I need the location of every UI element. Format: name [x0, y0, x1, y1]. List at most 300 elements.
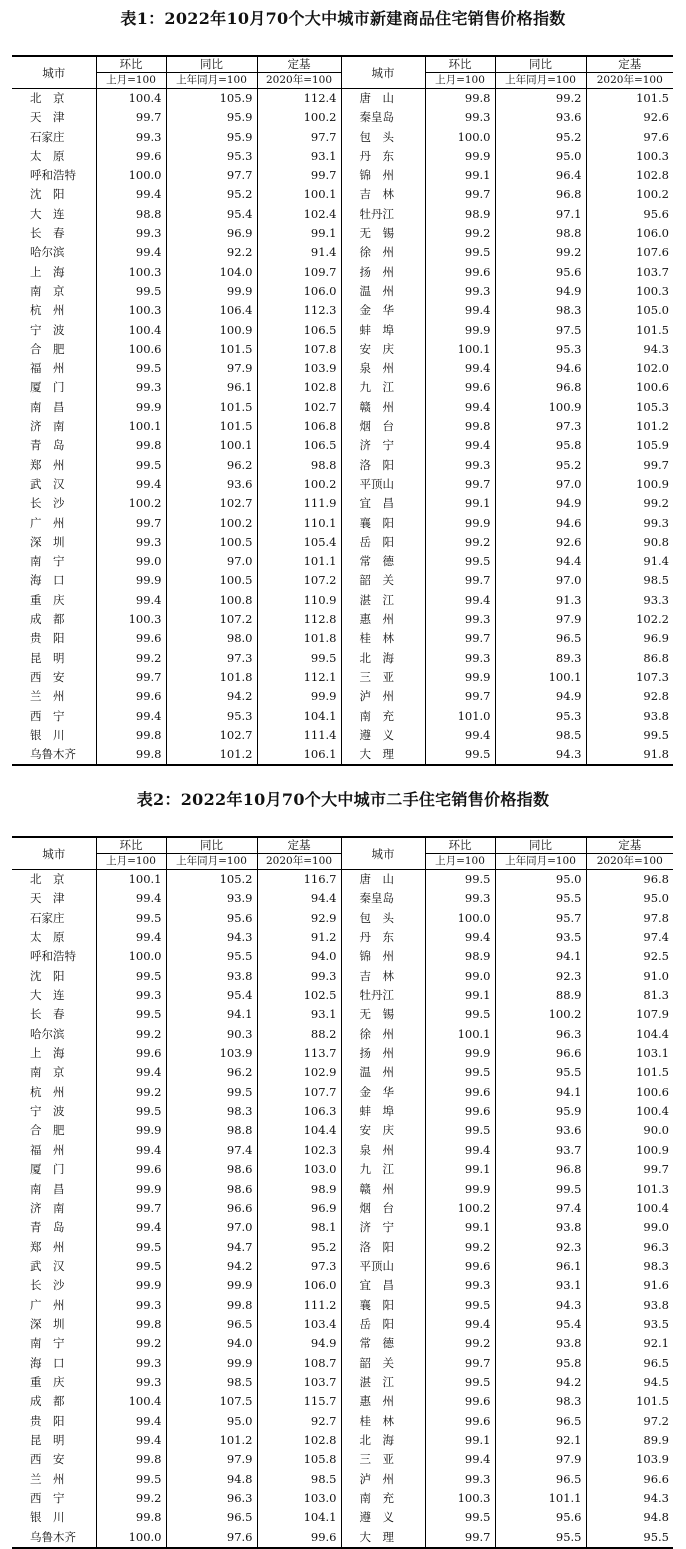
fixed-right-cell: 103.9: [586, 1450, 673, 1469]
yoy-left-cell: 96.2: [166, 1063, 257, 1082]
city-left-cell: 杭 州: [30, 303, 65, 318]
table-row: [12, 1083, 673, 1102]
mom-right-cell: 99.9: [425, 1180, 495, 1199]
header-fixed: 定基: [586, 56, 673, 73]
mom-right-cell: 99.9: [425, 321, 495, 340]
city-left-cell: 大 连: [30, 988, 65, 1003]
city-left-cell: 兰 州: [30, 1471, 65, 1486]
mom-right-cell: 99.1: [425, 1431, 495, 1450]
mom-left-cell: 99.8: [96, 1450, 166, 1469]
city-right-cell: 包 头: [341, 909, 425, 928]
city-left-cell: 合 肥: [30, 341, 65, 356]
city-right-cell: 丹 东: [341, 928, 425, 947]
city-right-cell: 大 理: [341, 745, 425, 765]
city-left-cell: 长 沙: [30, 496, 65, 511]
yoy-right-cell: 92.1: [495, 1431, 586, 1450]
city-right-cell: 泸 州: [341, 1470, 425, 1489]
mom-left-cell: 99.5: [96, 1102, 166, 1121]
mom-left-cell: 99.5: [96, 1005, 166, 1024]
yoy-left-cell: 100.2: [166, 514, 257, 533]
city-left-cell: 天 津: [30, 891, 65, 906]
header-mom-base: 上月=100: [96, 854, 166, 870]
fixed-right-cell: 100.3: [586, 282, 673, 301]
fixed-right-cell: 91.8: [586, 745, 673, 765]
fixed-right-cell: 95.5: [586, 1528, 673, 1548]
mom-right-cell: 100.2: [425, 1199, 495, 1218]
mom-left-cell: 99.9: [96, 1180, 166, 1199]
yoy-right-cell: 96.5: [495, 1412, 586, 1431]
city-left-cell: 长 沙: [30, 1278, 65, 1293]
city-left-cell: 重 庆: [30, 1374, 65, 1389]
mom-left-cell: 99.4: [96, 185, 166, 204]
fixed-left-cell: 91.4: [257, 243, 341, 262]
yoy-left-cell: 107.2: [166, 610, 257, 629]
mom-right-cell: 99.1: [425, 494, 495, 513]
mom-left-cell: 99.4: [96, 591, 166, 610]
yoy-right-cell: 92.3: [495, 967, 586, 986]
mom-left-cell: 99.4: [96, 707, 166, 726]
table-row: [12, 1489, 673, 1508]
mom-right-cell: 100.0: [425, 909, 495, 928]
fixed-right-cell: 104.4: [586, 1025, 673, 1044]
yoy-right-cell: 92.3: [495, 1238, 586, 1257]
fixed-left-cell: 107.2: [257, 571, 341, 590]
city-left-cell: 南 昌: [30, 1181, 65, 1196]
table-row: [12, 986, 673, 1005]
fixed-left-cell: 108.7: [257, 1354, 341, 1373]
fixed-left-cell: 106.5: [257, 436, 341, 455]
yoy-right-cell: 95.7: [495, 909, 586, 928]
fixed-left-cell: 112.8: [257, 610, 341, 629]
yoy-left-cell: 101.8: [166, 668, 257, 687]
mom-left-cell: 99.4: [96, 1431, 166, 1450]
city-right-cell: 扬 州: [341, 263, 425, 282]
table-row: [12, 889, 673, 908]
header-fixed: 定基: [257, 56, 341, 73]
city-right-cell: 金 华: [341, 301, 425, 320]
table-row: [12, 166, 673, 185]
fixed-right-cell: 100.3: [586, 147, 673, 166]
fixed-left-cell: 94.0: [257, 947, 341, 966]
mom-left-cell: 99.4: [96, 1063, 166, 1082]
mom-left-cell: 99.2: [96, 1083, 166, 1102]
yoy-left-cell: 107.5: [166, 1392, 257, 1411]
city-right-cell: 惠 州: [341, 1392, 425, 1411]
fixed-left-cell: 94.9: [257, 1334, 341, 1353]
mom-left-cell: 99.5: [96, 456, 166, 475]
city-right-cell: 秦皇岛: [341, 108, 425, 127]
mom-right-cell: 99.3: [425, 649, 495, 668]
mom-left-cell: 100.0: [96, 947, 166, 966]
city-right-cell: 泉 州: [341, 359, 425, 378]
fixed-left-cell: 107.7: [257, 1083, 341, 1102]
city-left-cell: 厦 门: [30, 380, 65, 395]
mom-left-cell: 99.5: [96, 282, 166, 301]
city-right-cell: 三 亚: [341, 1450, 425, 1469]
table-row: [12, 282, 673, 301]
table-row: [12, 417, 673, 436]
fixed-left-cell: 111.9: [257, 494, 341, 513]
city-left-cell: 宁 波: [30, 322, 65, 337]
city-right-cell: 襄 阳: [341, 1296, 425, 1315]
city-left-cell: 上 海: [30, 1046, 65, 1061]
yoy-right-cell: 91.3: [495, 591, 586, 610]
city-right-cell: 吉 林: [341, 185, 425, 204]
yoy-left-cell: 102.7: [166, 726, 257, 745]
mom-right-cell: 100.3: [425, 1489, 495, 1508]
mom-right-cell: 99.7: [425, 1528, 495, 1548]
fixed-right-cell: 96.3: [586, 1238, 673, 1257]
mom-left-cell: 99.3: [96, 533, 166, 552]
city-right-cell: 宜 昌: [341, 1276, 425, 1295]
yoy-right-cell: 98.3: [495, 301, 586, 320]
mom-right-cell: 99.3: [425, 889, 495, 908]
table1-title: 表1：2022年10月70个大中城市新建商品住宅销售价格指数: [120, 9, 566, 28]
yoy-right-cell: 93.7: [495, 1141, 586, 1160]
yoy-left-cell: 106.4: [166, 301, 257, 320]
city-right-cell: 丹 东: [341, 147, 425, 166]
fixed-left-cell: 112.3: [257, 301, 341, 320]
yoy-left-cell: 105.9: [166, 89, 257, 109]
city-right-cell: 北 海: [341, 1431, 425, 1450]
mom-left-cell: 100.3: [96, 610, 166, 629]
fixed-right-cell: 102.0: [586, 359, 673, 378]
mom-right-cell: 99.3: [425, 1470, 495, 1489]
table-row: [12, 514, 673, 533]
fixed-left-cell: 106.0: [257, 282, 341, 301]
mom-right-cell: 99.3: [425, 456, 495, 475]
mom-right-cell: 99.5: [425, 1296, 495, 1315]
mom-left-cell: 99.7: [96, 668, 166, 687]
yoy-right-cell: 99.2: [495, 89, 586, 109]
mom-left-cell: 99.8: [96, 1315, 166, 1334]
table-row: [12, 870, 673, 890]
mom-left-cell: 99.8: [96, 1508, 166, 1527]
yoy-right-cell: 95.0: [495, 147, 586, 166]
city-left-cell: 南 宁: [30, 1336, 65, 1351]
table-row: [12, 629, 673, 648]
fixed-right-cell: 105.9: [586, 436, 673, 455]
city-right-cell: 韶 关: [341, 1354, 425, 1373]
city-right-cell: 包 头: [341, 128, 425, 147]
table-row: [12, 552, 673, 571]
mom-right-cell: 99.2: [425, 533, 495, 552]
yoy-right-cell: 98.8: [495, 224, 586, 243]
fixed-right-cell: 91.0: [586, 967, 673, 986]
fixed-right-cell: 94.5: [586, 1373, 673, 1392]
mom-right-cell: 100.1: [425, 1025, 495, 1044]
table-row: [12, 745, 673, 765]
city-right-cell: 洛 阳: [341, 1238, 425, 1257]
mom-left-cell: 99.9: [96, 1121, 166, 1140]
mom-left-cell: 100.1: [96, 417, 166, 436]
yoy-right-cell: 97.4: [495, 1199, 586, 1218]
table-row: [12, 147, 673, 166]
yoy-right-cell: 93.8: [495, 1334, 586, 1353]
yoy-left-cell: 96.5: [166, 1508, 257, 1527]
table-row: [12, 1431, 673, 1450]
fixed-right-cell: 92.6: [586, 108, 673, 127]
yoy-left-cell: 99.8: [166, 1296, 257, 1315]
header-fixed: 定基: [586, 837, 673, 854]
header-yoy: 同比: [495, 837, 586, 854]
city-left-cell: 重 庆: [30, 592, 65, 607]
yoy-right-cell: 96.8: [495, 1160, 586, 1179]
city-right-cell: 锦 州: [341, 947, 425, 966]
city-right-cell: 吉 林: [341, 967, 425, 986]
mom-left-cell: 100.1: [96, 870, 166, 890]
table-row: [12, 1450, 673, 1469]
mom-left-cell: 100.0: [96, 166, 166, 185]
mom-right-cell: 99.1: [425, 166, 495, 185]
fixed-left-cell: 102.7: [257, 398, 341, 417]
table-row: [12, 1180, 673, 1199]
fixed-right-cell: 97.8: [586, 909, 673, 928]
city-right-cell: 蚌 埠: [341, 1102, 425, 1121]
yoy-right-cell: 93.1: [495, 1276, 586, 1295]
fixed-right-cell: 100.2: [586, 185, 673, 204]
city-right-cell: 襄 阳: [341, 514, 425, 533]
city-right-cell: 烟 台: [341, 1199, 425, 1218]
yoy-left-cell: 98.8: [166, 1121, 257, 1140]
yoy-right-cell: 97.3: [495, 417, 586, 436]
fixed-right-cell: 97.2: [586, 1412, 673, 1431]
city-right-cell: 桂 林: [341, 629, 425, 648]
table-row: [12, 1141, 673, 1160]
city-right-cell: 烟 台: [341, 417, 425, 436]
fixed-left-cell: 103.7: [257, 1373, 341, 1392]
header-city: 城市: [12, 837, 96, 870]
table-row: [12, 1334, 673, 1353]
yoy-right-cell: 96.8: [495, 378, 586, 397]
mom-left-cell: 99.6: [96, 1044, 166, 1063]
fixed-right-cell: 93.8: [586, 707, 673, 726]
header-yoy-base: 上年同月=100: [495, 854, 586, 870]
fixed-left-cell: 110.9: [257, 591, 341, 610]
city-left-cell: 贵 阳: [30, 1413, 65, 1428]
mom-right-cell: 99.4: [425, 436, 495, 455]
header-yoy: 同比: [495, 56, 586, 73]
city-right-cell: 南 充: [341, 707, 425, 726]
fixed-left-cell: 99.3: [257, 967, 341, 986]
table-row: [12, 1412, 673, 1431]
fixed-left-cell: 113.7: [257, 1044, 341, 1063]
fixed-right-cell: 100.4: [586, 1199, 673, 1218]
yoy-right-cell: 95.9: [495, 1102, 586, 1121]
mom-right-cell: 99.4: [425, 928, 495, 947]
city-left-cell: 郑 州: [30, 1239, 65, 1254]
table-row: [12, 301, 673, 320]
yoy-left-cell: 99.5: [166, 1083, 257, 1102]
yoy-left-cell: 96.2: [166, 456, 257, 475]
yoy-left-cell: 96.9: [166, 224, 257, 243]
table-row: [12, 1063, 673, 1082]
mom-left-cell: 99.2: [96, 1489, 166, 1508]
city-left-cell: 西 安: [30, 1452, 65, 1467]
mom-right-cell: 99.1: [425, 986, 495, 1005]
fixed-right-cell: 94.8: [586, 1508, 673, 1527]
fixed-left-cell: 115.7: [257, 1392, 341, 1411]
table-row: [12, 610, 673, 629]
table-row: [12, 475, 673, 494]
city-right-cell: 九 江: [341, 378, 425, 397]
mom-right-cell: 99.9: [425, 1044, 495, 1063]
fixed-right-cell: 100.9: [586, 475, 673, 494]
fixed-right-cell: 107.9: [586, 1005, 673, 1024]
yoy-right-cell: 99.5: [495, 1180, 586, 1199]
header-mom-base: 上月=100: [425, 854, 495, 870]
fixed-right-cell: 94.3: [586, 340, 673, 359]
fixed-left-cell: 104.1: [257, 707, 341, 726]
yoy-left-cell: 101.5: [166, 398, 257, 417]
fixed-right-cell: 93.3: [586, 591, 673, 610]
fixed-right-cell: 99.3: [586, 514, 673, 533]
table-row: [12, 263, 673, 282]
mom-left-cell: 99.6: [96, 1160, 166, 1179]
fixed-left-cell: 95.2: [257, 1238, 341, 1257]
fixed-left-cell: 112.1: [257, 668, 341, 687]
city-right-cell: 唐 山: [341, 870, 425, 890]
city-left-cell: 武 汉: [30, 476, 65, 491]
yoy-left-cell: 102.7: [166, 494, 257, 513]
table-row: [12, 205, 673, 224]
mom-right-cell: 99.4: [425, 726, 495, 745]
fixed-left-cell: 102.4: [257, 205, 341, 224]
city-right-cell: 安 庆: [341, 1121, 425, 1140]
fixed-left-cell: 112.4: [257, 89, 341, 109]
yoy-left-cell: 101.2: [166, 1431, 257, 1450]
city-left-cell: 北 京: [30, 872, 65, 886]
city-left-cell: 海 口: [30, 573, 65, 588]
city-left-cell: 海 口: [30, 1355, 65, 1370]
yoy-left-cell: 99.9: [166, 282, 257, 301]
fixed-right-cell: 81.3: [586, 986, 673, 1005]
yoy-left-cell: 94.2: [166, 687, 257, 706]
city-left-cell: 太 原: [30, 148, 65, 163]
fixed-left-cell: 99.6: [257, 1528, 341, 1548]
header-mom: 环比: [425, 56, 495, 73]
fixed-left-cell: 102.8: [257, 378, 341, 397]
mom-right-cell: 99.6: [425, 1102, 495, 1121]
yoy-left-cell: 95.0: [166, 1412, 257, 1431]
city-left-cell: 济 南: [30, 1200, 65, 1215]
mom-left-cell: 99.6: [96, 147, 166, 166]
fixed-left-cell: 104.4: [257, 1121, 341, 1140]
fixed-right-cell: 91.4: [586, 552, 673, 571]
mom-left-cell: 99.5: [96, 909, 166, 928]
mom-left-cell: 99.7: [96, 1199, 166, 1218]
mom-right-cell: 99.7: [425, 687, 495, 706]
yoy-left-cell: 95.9: [166, 128, 257, 147]
yoy-right-cell: 97.9: [495, 610, 586, 629]
city-right-cell: 金 华: [341, 1083, 425, 1102]
yoy-left-cell: 94.2: [166, 1257, 257, 1276]
fixed-left-cell: 98.5: [257, 1470, 341, 1489]
city-right-cell: 洛 阳: [341, 456, 425, 475]
mom-right-cell: 99.3: [425, 282, 495, 301]
city-left-cell: 上 海: [30, 264, 65, 279]
mom-right-cell: 99.2: [425, 1334, 495, 1353]
yoy-right-cell: 95.3: [495, 340, 586, 359]
city-right-cell: 唐 山: [341, 89, 425, 109]
fixed-left-cell: 96.9: [257, 1199, 341, 1218]
fixed-right-cell: 93.5: [586, 1315, 673, 1334]
yoy-right-cell: 94.3: [495, 745, 586, 765]
fixed-left-cell: 94.4: [257, 889, 341, 908]
city-left-cell: 福 州: [30, 361, 65, 376]
yoy-left-cell: 96.1: [166, 378, 257, 397]
table-row: [12, 649, 673, 668]
city-left-cell: 厦 门: [30, 1162, 65, 1177]
mom-left-cell: 99.3: [96, 1296, 166, 1315]
fixed-left-cell: 103.0: [257, 1160, 341, 1179]
yoy-right-cell: 95.5: [495, 1063, 586, 1082]
yoy-left-cell: 101.2: [166, 745, 257, 765]
city-right-cell: 北 海: [341, 649, 425, 668]
fixed-right-cell: 97.4: [586, 928, 673, 947]
yoy-left-cell: 103.9: [166, 1044, 257, 1063]
mom-right-cell: 99.4: [425, 359, 495, 378]
mom-right-cell: 99.1: [425, 1160, 495, 1179]
city-right-cell: 平顶山: [341, 475, 425, 494]
city-left-cell: 天 津: [30, 110, 65, 125]
mom-left-cell: 99.5: [96, 359, 166, 378]
yoy-left-cell: 95.6: [166, 909, 257, 928]
fixed-left-cell: 97.3: [257, 1257, 341, 1276]
city-left-cell: 北 京: [30, 91, 65, 105]
yoy-left-cell: 97.3: [166, 649, 257, 668]
mom-right-cell: 99.9: [425, 514, 495, 533]
yoy-left-cell: 94.0: [166, 1334, 257, 1353]
fixed-left-cell: 99.7: [257, 166, 341, 185]
city-right-cell: 温 州: [341, 1063, 425, 1082]
city-right-cell: 牡丹江: [341, 205, 425, 224]
city-right-cell: 桂 林: [341, 1412, 425, 1431]
yoy-left-cell: 99.9: [166, 1276, 257, 1295]
mom-left-cell: 99.4: [96, 1412, 166, 1431]
table-row: [12, 726, 673, 745]
fixed-right-cell: 100.6: [586, 378, 673, 397]
city-right-cell: 泉 州: [341, 1141, 425, 1160]
city-left-cell: 沈 阳: [30, 187, 65, 202]
table-row: [12, 1276, 673, 1295]
table-row: [12, 533, 673, 552]
header-city: 城市: [341, 56, 425, 89]
yoy-right-cell: 94.1: [495, 1083, 586, 1102]
city-left-cell: 长 春: [30, 1007, 65, 1022]
fixed-right-cell: 99.5: [586, 726, 673, 745]
mom-right-cell: 99.5: [425, 745, 495, 765]
mom-left-cell: 99.3: [96, 1373, 166, 1392]
yoy-left-cell: 96.3: [166, 1489, 257, 1508]
header-yoy-base: 上年同月=100: [166, 73, 257, 89]
yoy-right-cell: 94.9: [495, 494, 586, 513]
table-row: [12, 224, 673, 243]
yoy-right-cell: 95.6: [495, 1508, 586, 1527]
header-fixed-base: 2020年=100: [257, 73, 341, 89]
fixed-left-cell: 109.7: [257, 263, 341, 282]
city-right-cell: 扬 州: [341, 1044, 425, 1063]
city-right-cell: 韶 关: [341, 571, 425, 590]
fixed-left-cell: 105.8: [257, 1450, 341, 1469]
mom-left-cell: 99.2: [96, 649, 166, 668]
city-right-cell: 三 亚: [341, 668, 425, 687]
city-left-cell: 成 都: [30, 612, 65, 627]
yoy-left-cell: 100.9: [166, 321, 257, 340]
city-left-cell: 成 都: [30, 1394, 65, 1409]
yoy-right-cell: 92.6: [495, 533, 586, 552]
fixed-left-cell: 101.1: [257, 552, 341, 571]
